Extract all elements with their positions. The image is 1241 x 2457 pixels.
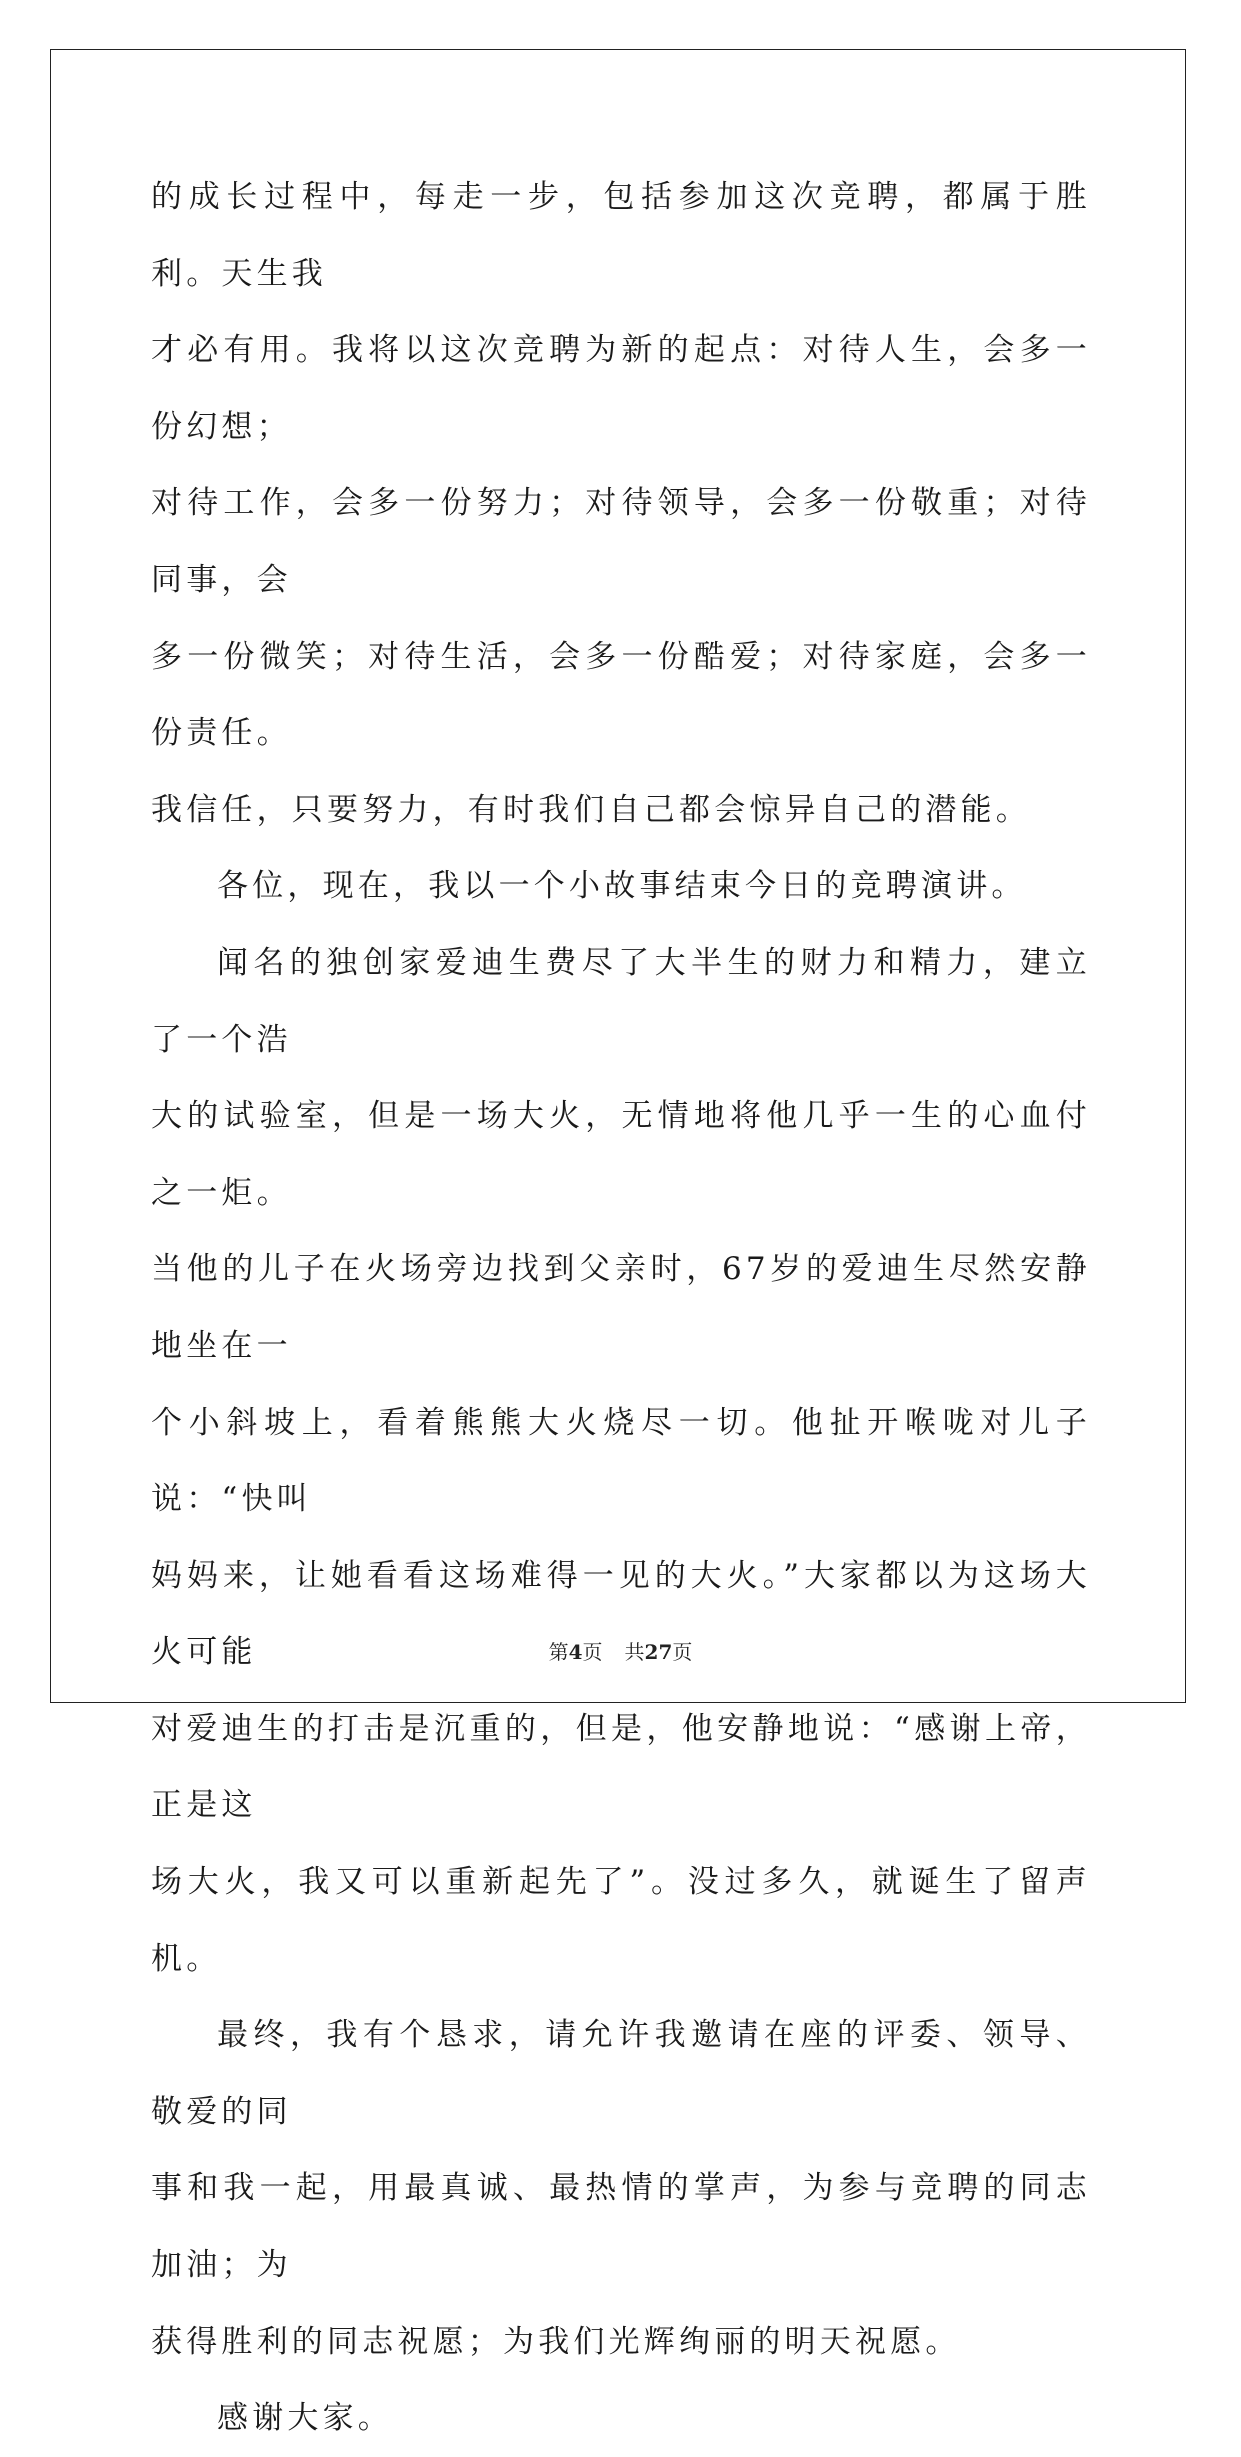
text-line: 多一份微笑；对待生活，会多一份酷爱；对待家庭，会多一份责任。 bbox=[151, 638, 1091, 752]
paragraph-3 bbox=[151, 925, 1091, 1997]
text-line: 对待工作，会多一份努力；对待领导，会多一份敬重；对待同事，会 bbox=[151, 485, 1091, 598]
text-line: 大的试验室，但是一场大火，无情地将他几乎一生的心血付之一炬。 bbox=[151, 1098, 1091, 1211]
paragraph-5 bbox=[151, 2380, 1091, 2457]
page-number-suffix: 页 bbox=[582, 1640, 603, 1664]
paragraph-4 bbox=[151, 1997, 1091, 2380]
current-page-number: 4 bbox=[568, 1640, 583, 1664]
text-line: 个小斜坡上，看着熊熊大火烧尽一切。他扯开喉咙对儿子说：“快叫 bbox=[151, 1404, 1091, 1518]
text-line: 场大火，我又可以重新起先了”。没过多久，就诞生了留声机。 bbox=[151, 1864, 1091, 1977]
text-line: 妈妈来，让她看看这场难得一见的大火。”大家都以为这场大火可能 bbox=[151, 1557, 1091, 1671]
total-pages-prefix: 共 bbox=[624, 1640, 645, 1664]
document-body bbox=[151, 159, 1091, 2457]
text-line: 我信任，只要努力，有时我们自己都会惊异自己的潜能。 bbox=[151, 791, 1031, 828]
total-pages-number: 27 bbox=[644, 1640, 673, 1664]
text-line: 当他的儿子在火场旁边找到父亲时，67岁的爱迪生尽然安静地坐在一 bbox=[151, 1251, 1091, 1364]
text-line: 最终，我有个恳求，请允许我邀请在座的评委、领导、敬爱的同 bbox=[151, 2017, 1091, 2130]
text-line: 事和我一起，用最真诚、最热情的掌声，为参与竞聘的同志加油；为 bbox=[151, 2170, 1091, 2284]
paragraph-2 bbox=[151, 848, 1091, 925]
text-line: 才必有用。我将以这次竞聘为新的起点：对待人生，会多一份幻想； bbox=[151, 332, 1091, 445]
page-number-prefix: 第 bbox=[548, 1640, 569, 1664]
total-pages-suffix: 页 bbox=[672, 1640, 693, 1664]
text-line: 各位，现在，我以一个小故事结束今日的竞聘演讲。 bbox=[217, 868, 1027, 905]
text-line: 获得胜利的同志祝愿；为我们光辉绚丽的明天祝愿。 bbox=[151, 2323, 961, 2360]
text-line: 感谢大家。 bbox=[217, 2400, 393, 2437]
paragraph-1 bbox=[151, 159, 1091, 848]
text-line: 对爱迪生的打击是沉重的，但是，他安静地说：“感谢上帝，正是这 bbox=[151, 1710, 1091, 1824]
text-line: 的成长过程中，每走一步，包括参加这次竞聘，都属于胜利。天生我 bbox=[151, 179, 1091, 292]
page-footer bbox=[0, 1640, 1241, 1664]
text-line: 闻名的独创家爱迪生费尽了大半生的财力和精力，建立了一个浩 bbox=[151, 944, 1091, 1058]
